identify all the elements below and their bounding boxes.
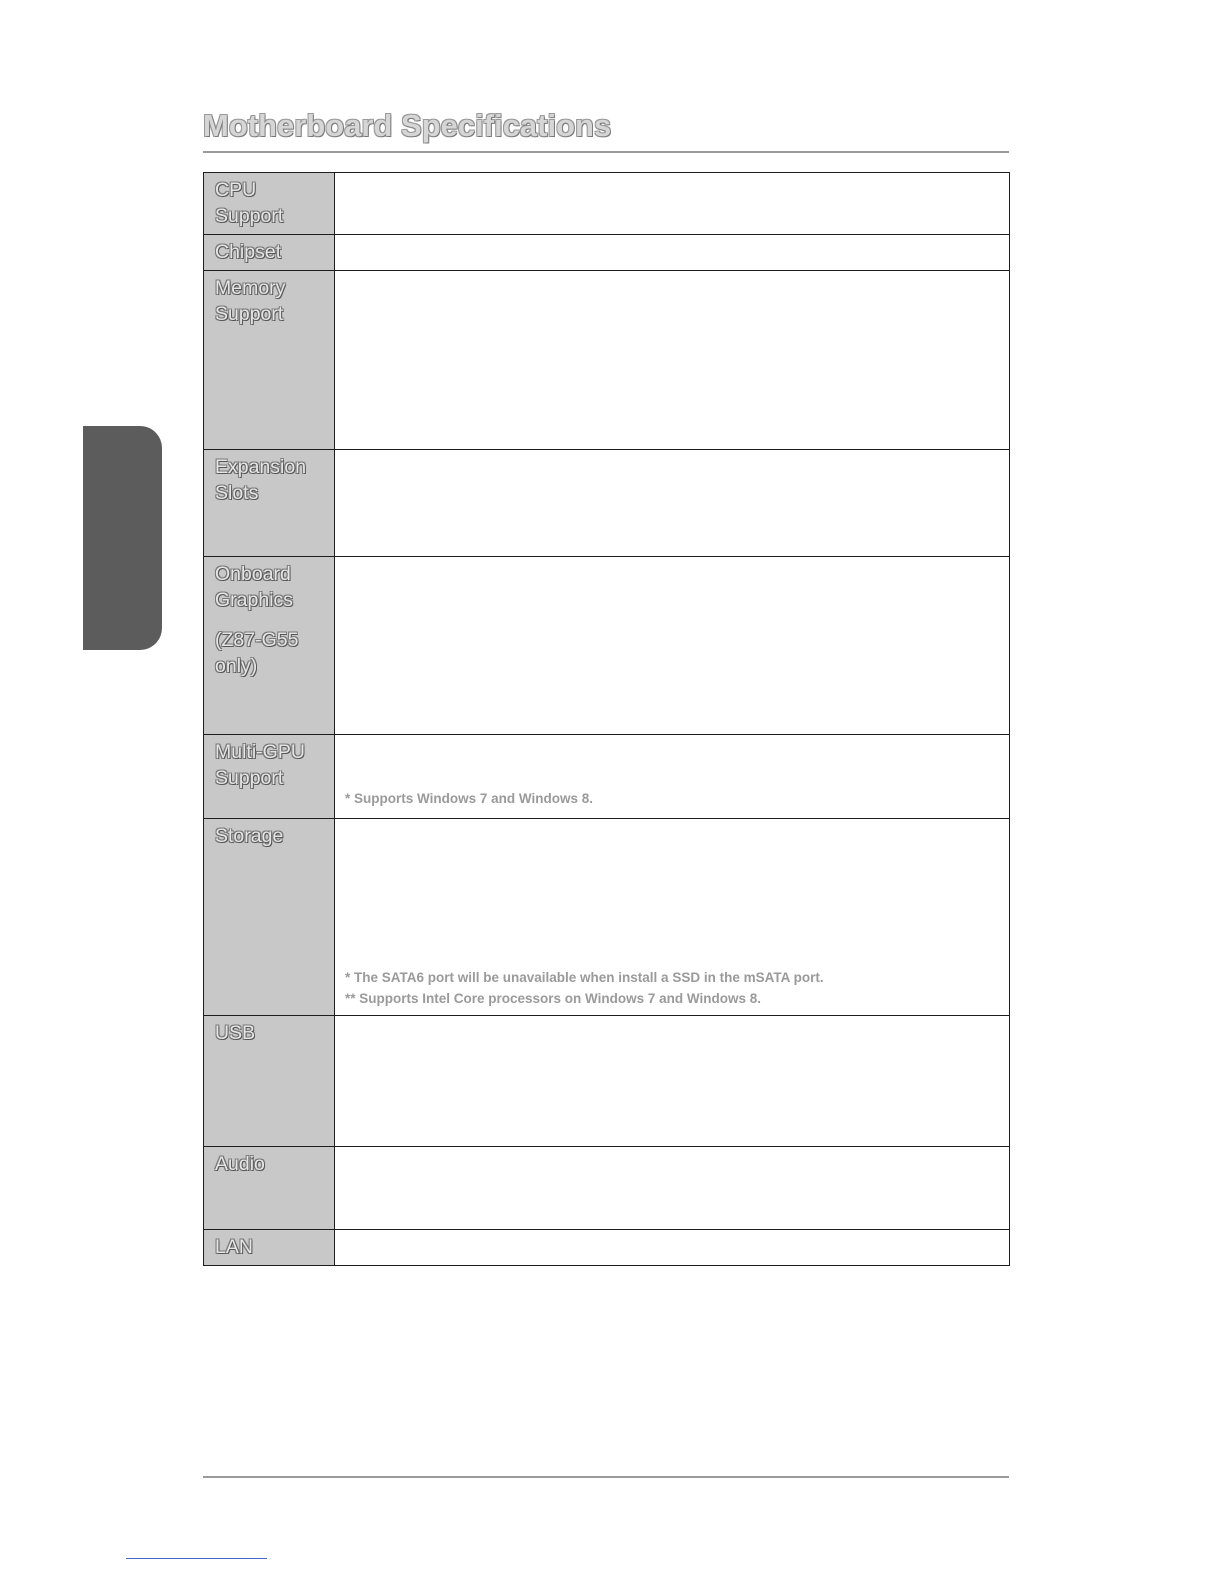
label-line: Chipset (215, 241, 282, 263)
footnote: * Supports Windows 7 and Windows 8. (345, 791, 594, 806)
row-label (204, 173, 335, 235)
footnote: * The SATA6 port will be unavailable when install a SSD in the mSATA port. (345, 970, 824, 985)
row-label (204, 735, 335, 819)
label-line: Support (215, 303, 284, 325)
label-line: (Z87-G55 (215, 629, 299, 651)
label-line: Multi-GPU (215, 741, 305, 763)
table-row-onboard-graphics (204, 557, 1010, 735)
label-line: Storage (215, 825, 284, 847)
table-row-cpu-support (204, 173, 1010, 235)
label-line: Support (215, 767, 284, 789)
title-divider (203, 151, 1009, 153)
table-row-multi-gpu-support (204, 735, 1010, 819)
row-label (204, 271, 335, 450)
label-line: CPU (215, 179, 257, 201)
row-label (204, 1016, 335, 1147)
row-value (335, 819, 1010, 1016)
label-line: Graphics (215, 589, 294, 611)
label-line: Onboard (215, 563, 291, 585)
footer-divider (203, 1476, 1009, 1478)
table-row-usb (204, 1016, 1010, 1147)
label-line: Support (215, 205, 284, 227)
label-line: LAN (215, 1236, 253, 1258)
label-line: Audio (215, 1153, 265, 1175)
bottom-link-underline (126, 1558, 267, 1559)
row-label (204, 235, 335, 271)
label-line: Expansion (215, 456, 307, 478)
table-row-lan (204, 1230, 1010, 1266)
row-label (204, 557, 335, 735)
row-value (335, 450, 1010, 557)
table-row-expansion-slots (204, 450, 1010, 557)
row-label (204, 450, 335, 557)
page-title: Motherboard Specifications (203, 108, 612, 143)
label-line: USB (215, 1022, 256, 1044)
row-label (204, 1230, 335, 1266)
row-value (335, 1016, 1010, 1147)
row-value (335, 235, 1010, 271)
label-line: Memory (215, 277, 286, 299)
label-line: Slots (215, 482, 259, 504)
chapter-side-tab (83, 426, 162, 650)
row-value (335, 557, 1010, 735)
table-row-audio (204, 1147, 1010, 1230)
table-row-chipset (204, 235, 1010, 271)
row-label (204, 1147, 335, 1230)
row-value (335, 271, 1010, 450)
row-value (335, 735, 1010, 819)
row-value (335, 1147, 1010, 1230)
label-line: only) (215, 655, 258, 677)
spec-table (203, 172, 1010, 1266)
footnote: ** Supports Intel Core processors on Windows 7 and Windows 8. (345, 991, 762, 1006)
table-row-memory-support (204, 271, 1010, 450)
row-label (204, 819, 335, 1016)
row-value (335, 1230, 1010, 1266)
table-row-storage (204, 819, 1010, 1016)
row-value (335, 173, 1010, 235)
